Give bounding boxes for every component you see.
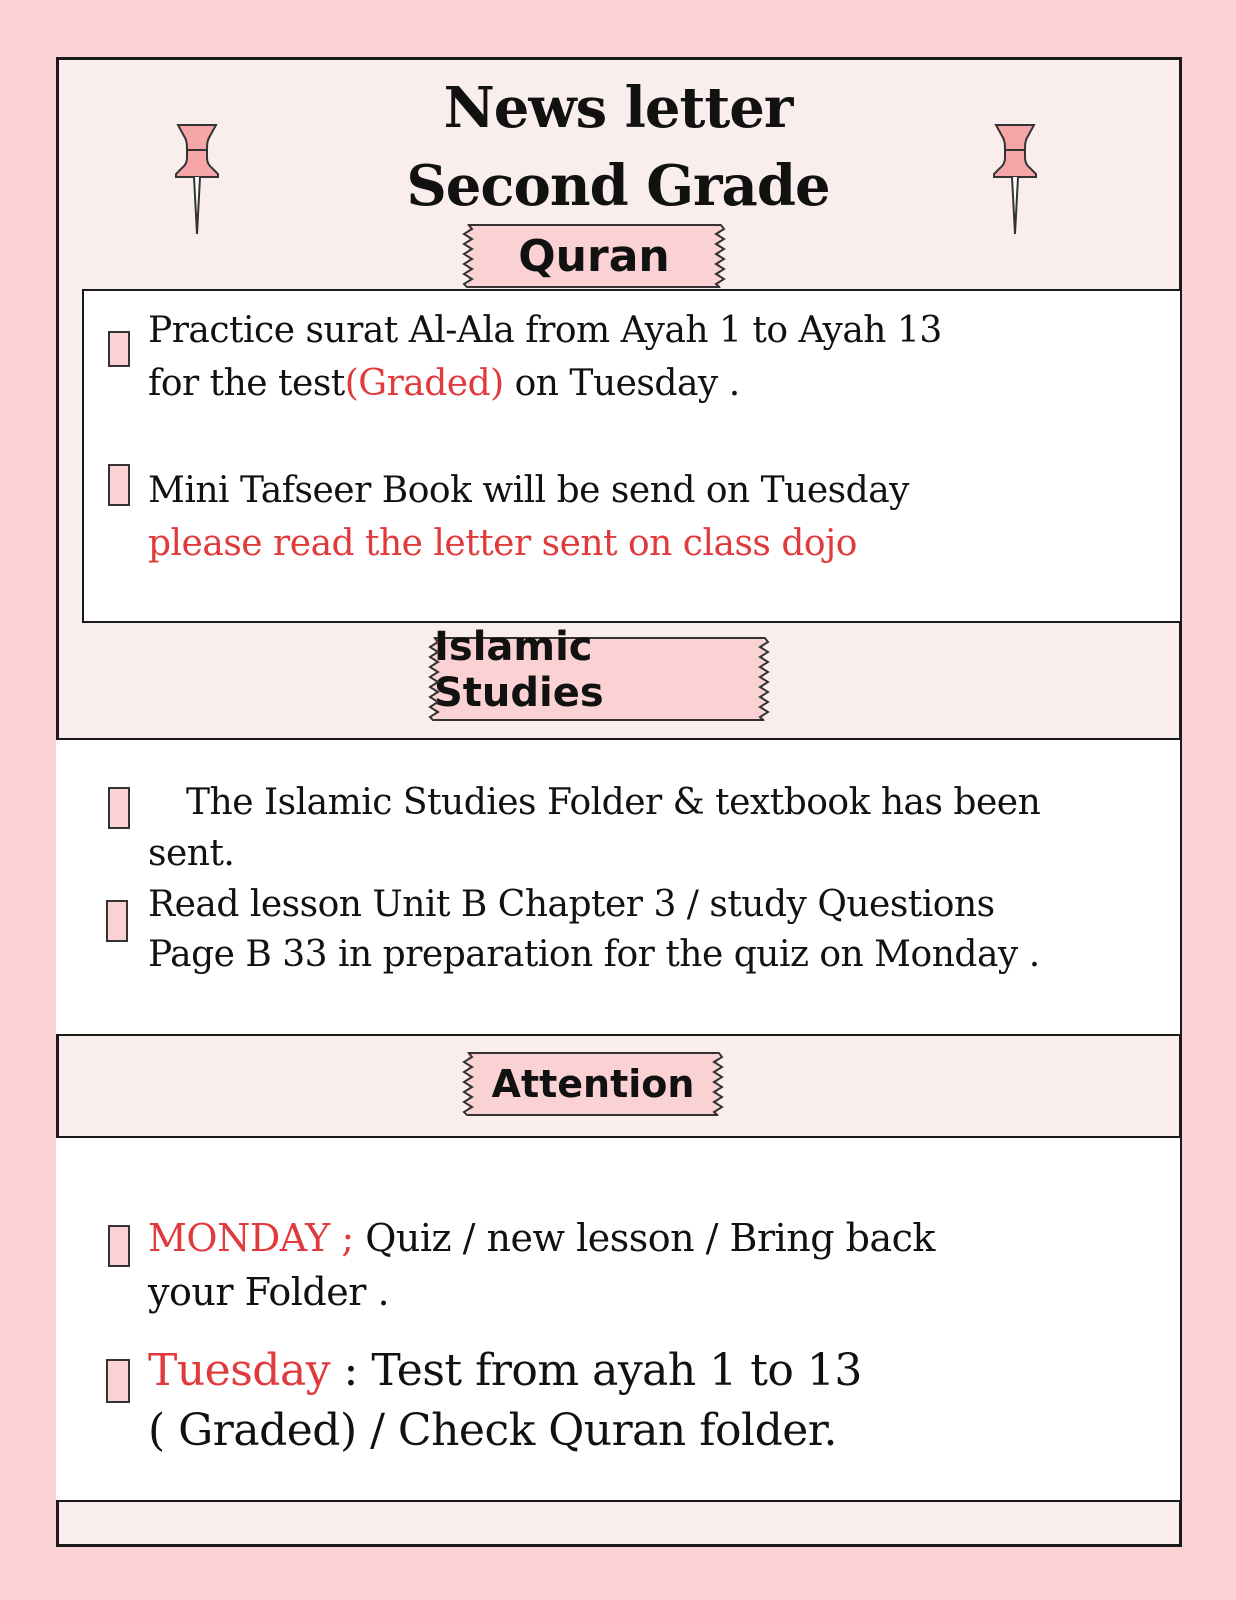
- newsletter-title: News letter: [443, 75, 793, 141]
- grade-title: Second Grade: [406, 153, 830, 219]
- quran-item-2-line-2: please read the letter sent on class dojo: [148, 523, 857, 564]
- tuesday-line-1: Tuesday : Test from ayah 1 to 13: [148, 1345, 862, 1396]
- islamic-item-1-line-1: The Islamic Studies Folder & textbook has been: [186, 782, 1041, 823]
- checkbox[interactable]: [108, 464, 130, 506]
- monday-label: MONDAY ;: [148, 1216, 354, 1260]
- checkbox[interactable]: [106, 1359, 130, 1403]
- quran-item-1-line-2: for the test(Graded) on Tuesday .: [148, 363, 740, 404]
- checkbox[interactable]: [108, 1225, 130, 1267]
- islamic-item-1-line-2: sent.: [148, 833, 235, 874]
- attention-heading-banner: [468, 1052, 718, 1116]
- pushpin-icon: [170, 122, 224, 238]
- quran-item-1-line-1: Practice surat Al-Ala from Ayah 1 to Ayah 13: [148, 310, 942, 351]
- attention-heading: Attention: [491, 1062, 695, 1106]
- checkbox[interactable]: [108, 331, 130, 367]
- graded-label: (Graded): [344, 363, 504, 404]
- islamic-item-2-line-1: Read lesson Unit B Chapter 3 / study Questions: [148, 884, 995, 925]
- quran-item-2-line-1: Mini Tafseer Book will be send on Tuesday: [148, 470, 909, 511]
- pushpin-icon: [988, 122, 1042, 238]
- tuesday-line-2: ( Graded) / Check Quran folder.: [148, 1405, 837, 1456]
- islamic-item-2-line-2: Page B 33 in preparation for the quiz on Monday .: [148, 934, 1040, 975]
- monday-line-2: your Folder .: [148, 1270, 390, 1314]
- quran-heading: Quran: [518, 230, 670, 282]
- monday-line-1: MONDAY ; Quiz / new lesson / Bring back: [148, 1216, 935, 1260]
- tuesday-label: Tuesday: [148, 1345, 331, 1396]
- islamic-studies-heading: Islamic Studies: [434, 624, 604, 716]
- checkbox[interactable]: [106, 900, 128, 942]
- quran-heading-banner: [468, 224, 720, 288]
- checkbox[interactable]: [108, 787, 130, 829]
- islamic-studies-heading-banner: [434, 624, 764, 721]
